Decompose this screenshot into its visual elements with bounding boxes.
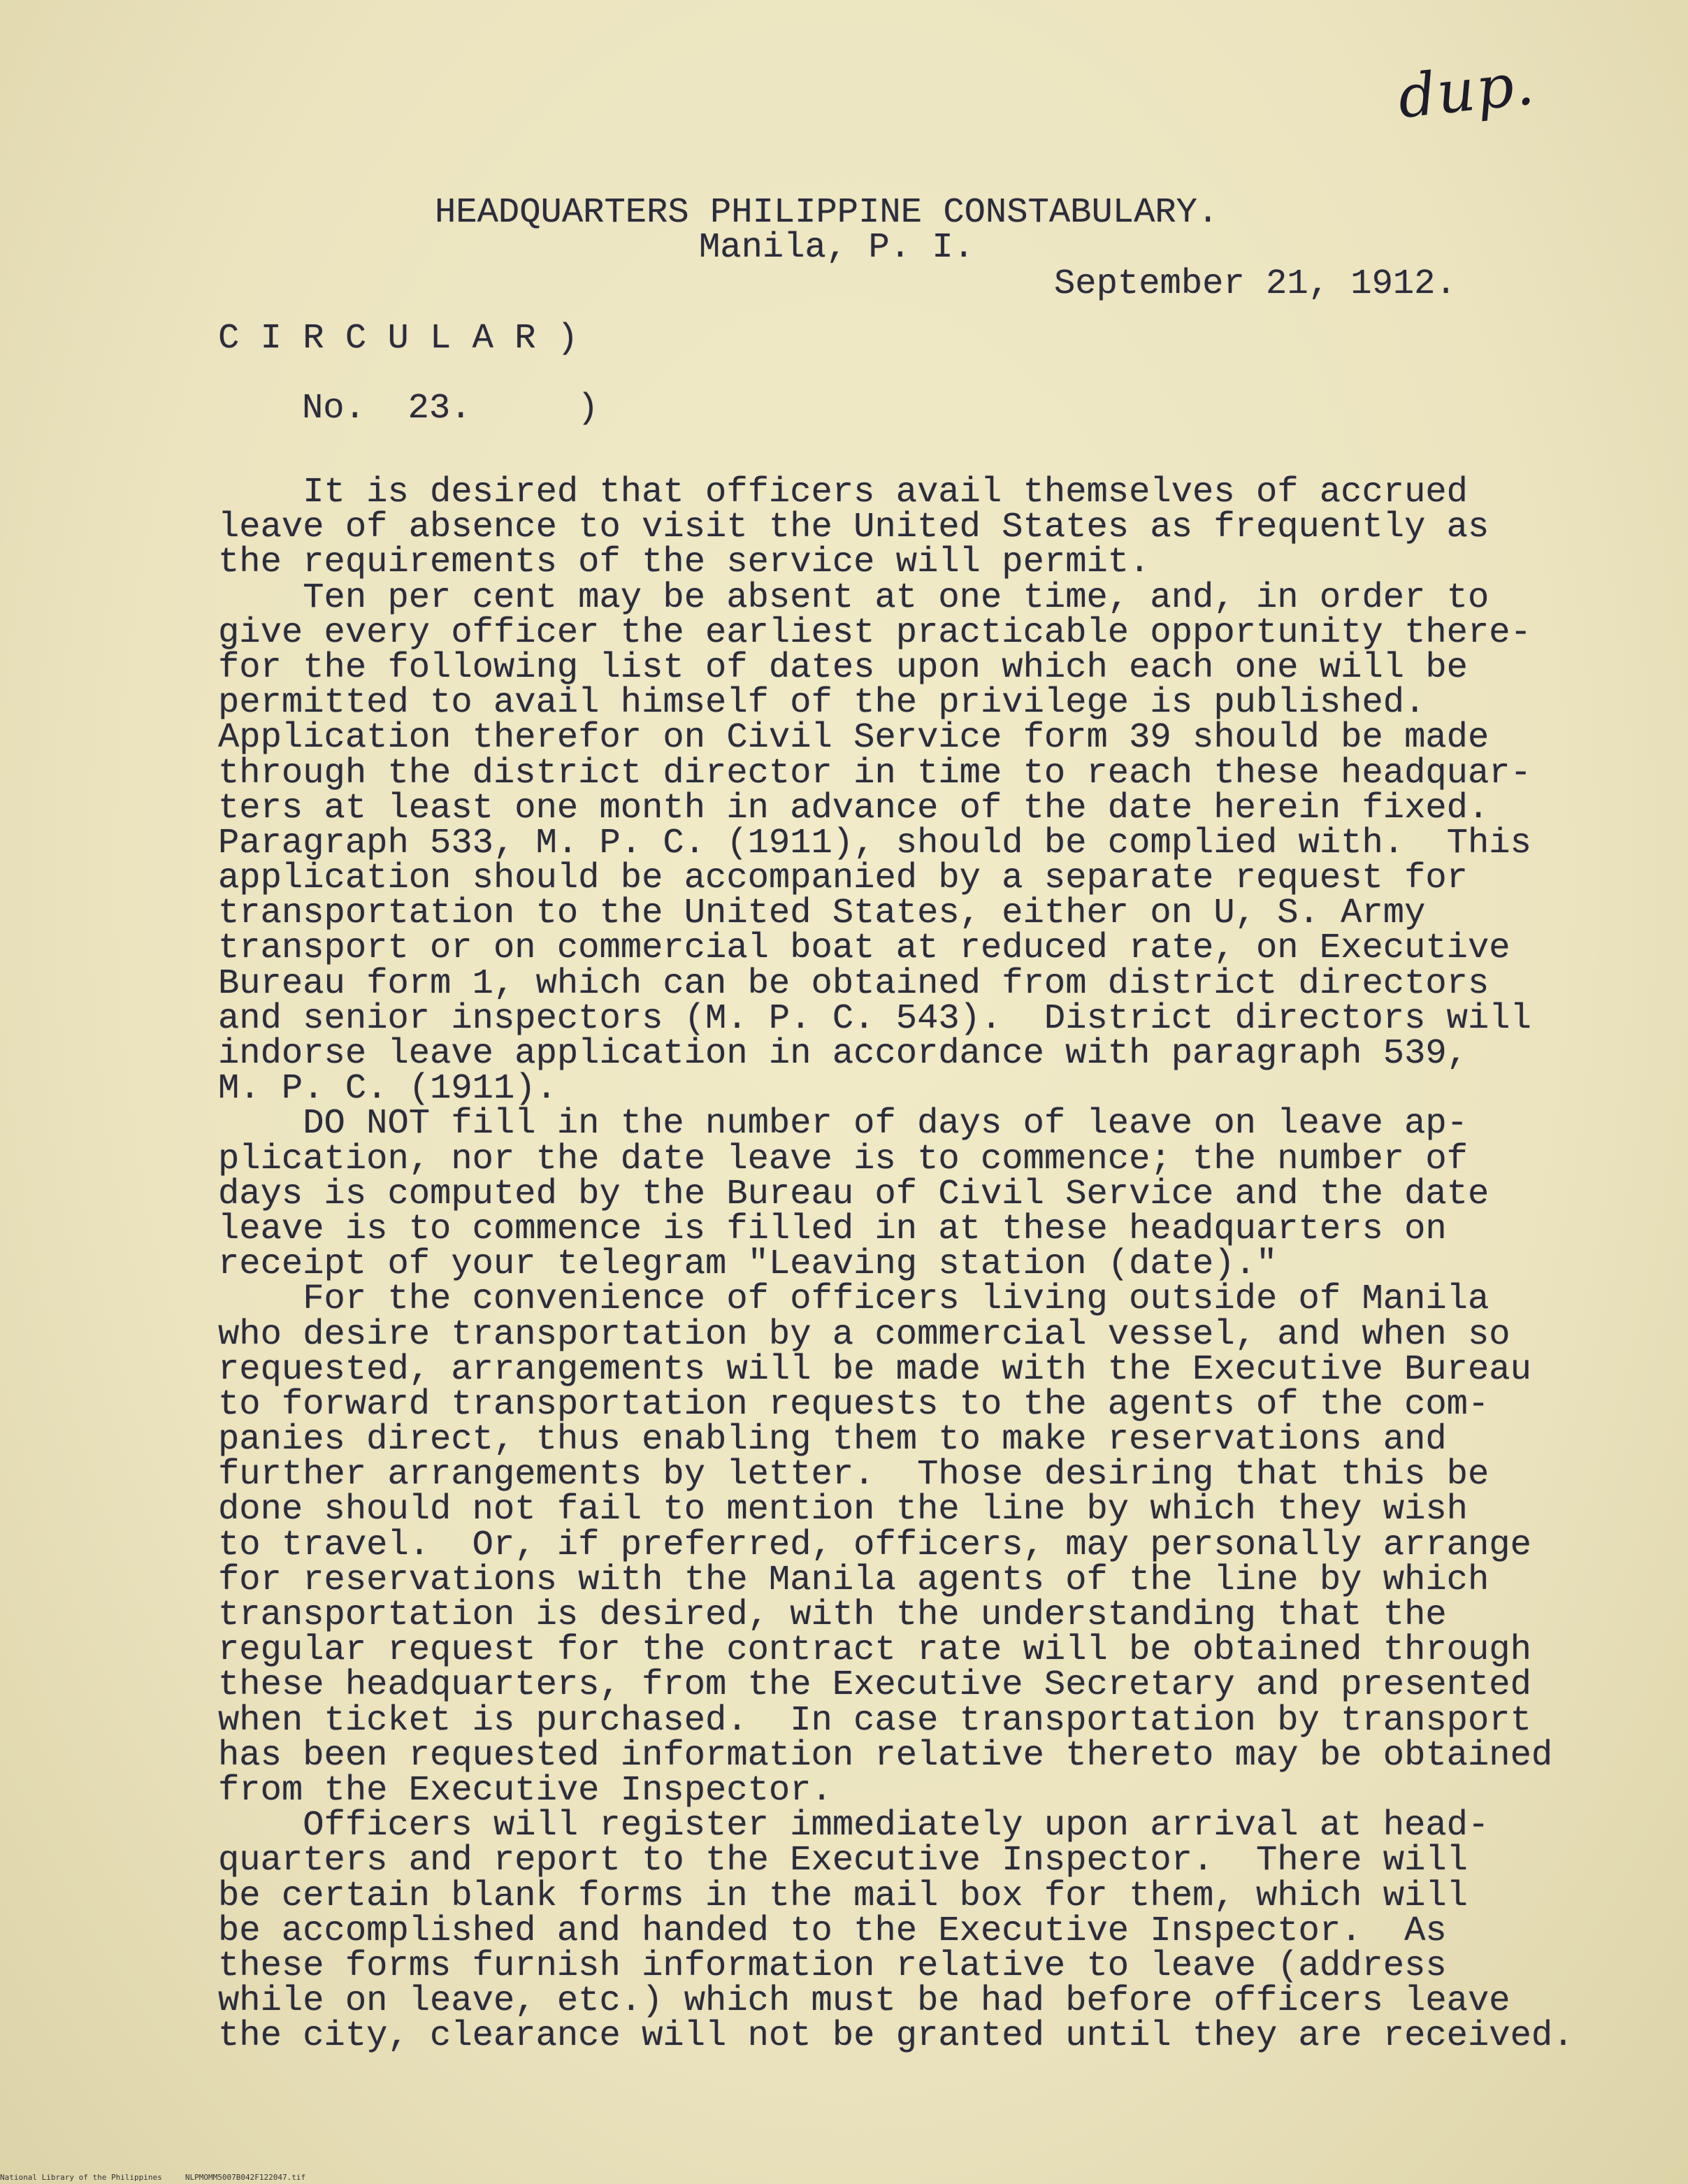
body-line: the requirements of the service will permit.	[218, 543, 1150, 583]
circular-label: C I R C U L A R )	[218, 319, 579, 359]
body-line: transportation is desired, with the understanding that the	[218, 1595, 1447, 1635]
body-line: Ten per cent may be absent at one time, and, in order to	[218, 577, 1489, 618]
body-line: give every officer the earliest practicable opportunity there-	[218, 612, 1531, 653]
circular-body	[218, 473, 1574, 2057]
body-line: be certain blank forms in the mail box for them, which will	[218, 1876, 1468, 1916]
body-line: permitted to avail himself of the privilege is published.	[218, 683, 1426, 724]
body-line: application should be accompanied by a separate request for	[218, 858, 1468, 899]
body-line: through the district director in time to reach these headquar-	[218, 753, 1531, 793]
body-line: further arrangements by letter. Those desiring that this be	[218, 1455, 1489, 1495]
body-line: leave is to commence is filled in at these headquarters on	[218, 1209, 1447, 1249]
body-line: while on leave, etc.) which must be had before officers leave	[218, 1981, 1510, 2022]
body-line: plication, nor the date leave is to commence; the number of	[218, 1139, 1468, 1179]
body-line: requested, arrangements will be made with the Executive Bureau	[218, 1349, 1531, 1390]
header-date: September 21, 1912.	[1054, 264, 1457, 304]
circular-number: No. 23. )	[302, 389, 599, 429]
body-line: when ticket is purchased. In case transportation by transport	[218, 1700, 1531, 1741]
body-line: DO NOT fill in the number of days of leave on leave ap-	[218, 1104, 1468, 1144]
body-line: panies direct, thus enabling them to make reservations and	[218, 1420, 1447, 1460]
body-line: done should not fail to mention the line by which they wish	[218, 1490, 1468, 1530]
header-title: HEADQUARTERS PHILIPPINE CONSTABULARY.	[435, 193, 1219, 233]
body-line: has been requested information relative thereto may be obtained	[218, 1735, 1553, 1776]
body-line: for the following list of dates upon which each one will be	[218, 647, 1468, 688]
body-line: Bureau form 1, which can be obtained from district directors	[218, 963, 1489, 1004]
body-line: for reservations with the Manila agents of the line by which	[218, 1560, 1489, 1600]
body-line: be accomplished and handed to the Executive Inspector. As	[218, 1911, 1447, 1951]
header-location: Manila, P. I.	[699, 228, 974, 268]
body-line: and senior inspectors (M. P. C. 543). District directors will	[218, 998, 1531, 1039]
body-line: days is computed by the Bureau of Civil Service and the date	[218, 1174, 1489, 1214]
body-line: ters at least one month in advance of the date herein fixed.	[218, 788, 1489, 828]
body-line: from the Executive Inspector.	[218, 1770, 832, 1811]
body-line: leave of absence to visit the United States as frequently as	[218, 508, 1489, 548]
body-line: to travel. Or, if preferred, officers, may personally arrange	[218, 1525, 1531, 1565]
body-line: receipt of your telegram "Leaving station (date)."	[218, 1244, 1278, 1285]
body-line: to forward transportation requests to the agents of the com-	[218, 1384, 1489, 1425]
body-line: It is desired that officers avail themselves of accrued	[218, 473, 1468, 512]
body-line: For the convenience of officers living outside of Manila	[218, 1279, 1489, 1320]
body-line: Application therefor on Civil Service form 39 should be made	[218, 718, 1489, 759]
body-line: the city, clearance will not be granted until they are received.	[218, 2016, 1574, 2057]
body-line: these forms furnish information relative to leave (address	[218, 1946, 1447, 1986]
body-line: Paragraph 533, M. P. C. (1911), should be complied with. This	[218, 823, 1531, 863]
body-line: these headquarters, from the Executive Secretary and presented	[218, 1665, 1531, 1706]
body-line: transportation to the United States, either on U, S. Army	[218, 893, 1426, 934]
body-line: indorse leave application in accordance with paragraph 539,	[218, 1034, 1468, 1074]
body-line: quarters and report to the Executive Inspector. There will	[218, 1841, 1468, 1881]
body-line: regular request for the contract rate will be obtained through	[218, 1630, 1531, 1671]
body-line: M. P. C. (1911).	[218, 1069, 557, 1109]
body-line: Officers will register immediately upon arrival at head-	[218, 1806, 1489, 1846]
body-line: transport or on commercial boat at reduced rate, on Executive	[218, 928, 1510, 969]
handwritten-note: dup.	[1394, 49, 1538, 131]
body-line: who desire transportation by a commercial vessel, and when so	[218, 1314, 1510, 1355]
archive-footer: National Library of the Philippines NLPMOMM5007B042F122047.tif	[0, 2173, 306, 2182]
